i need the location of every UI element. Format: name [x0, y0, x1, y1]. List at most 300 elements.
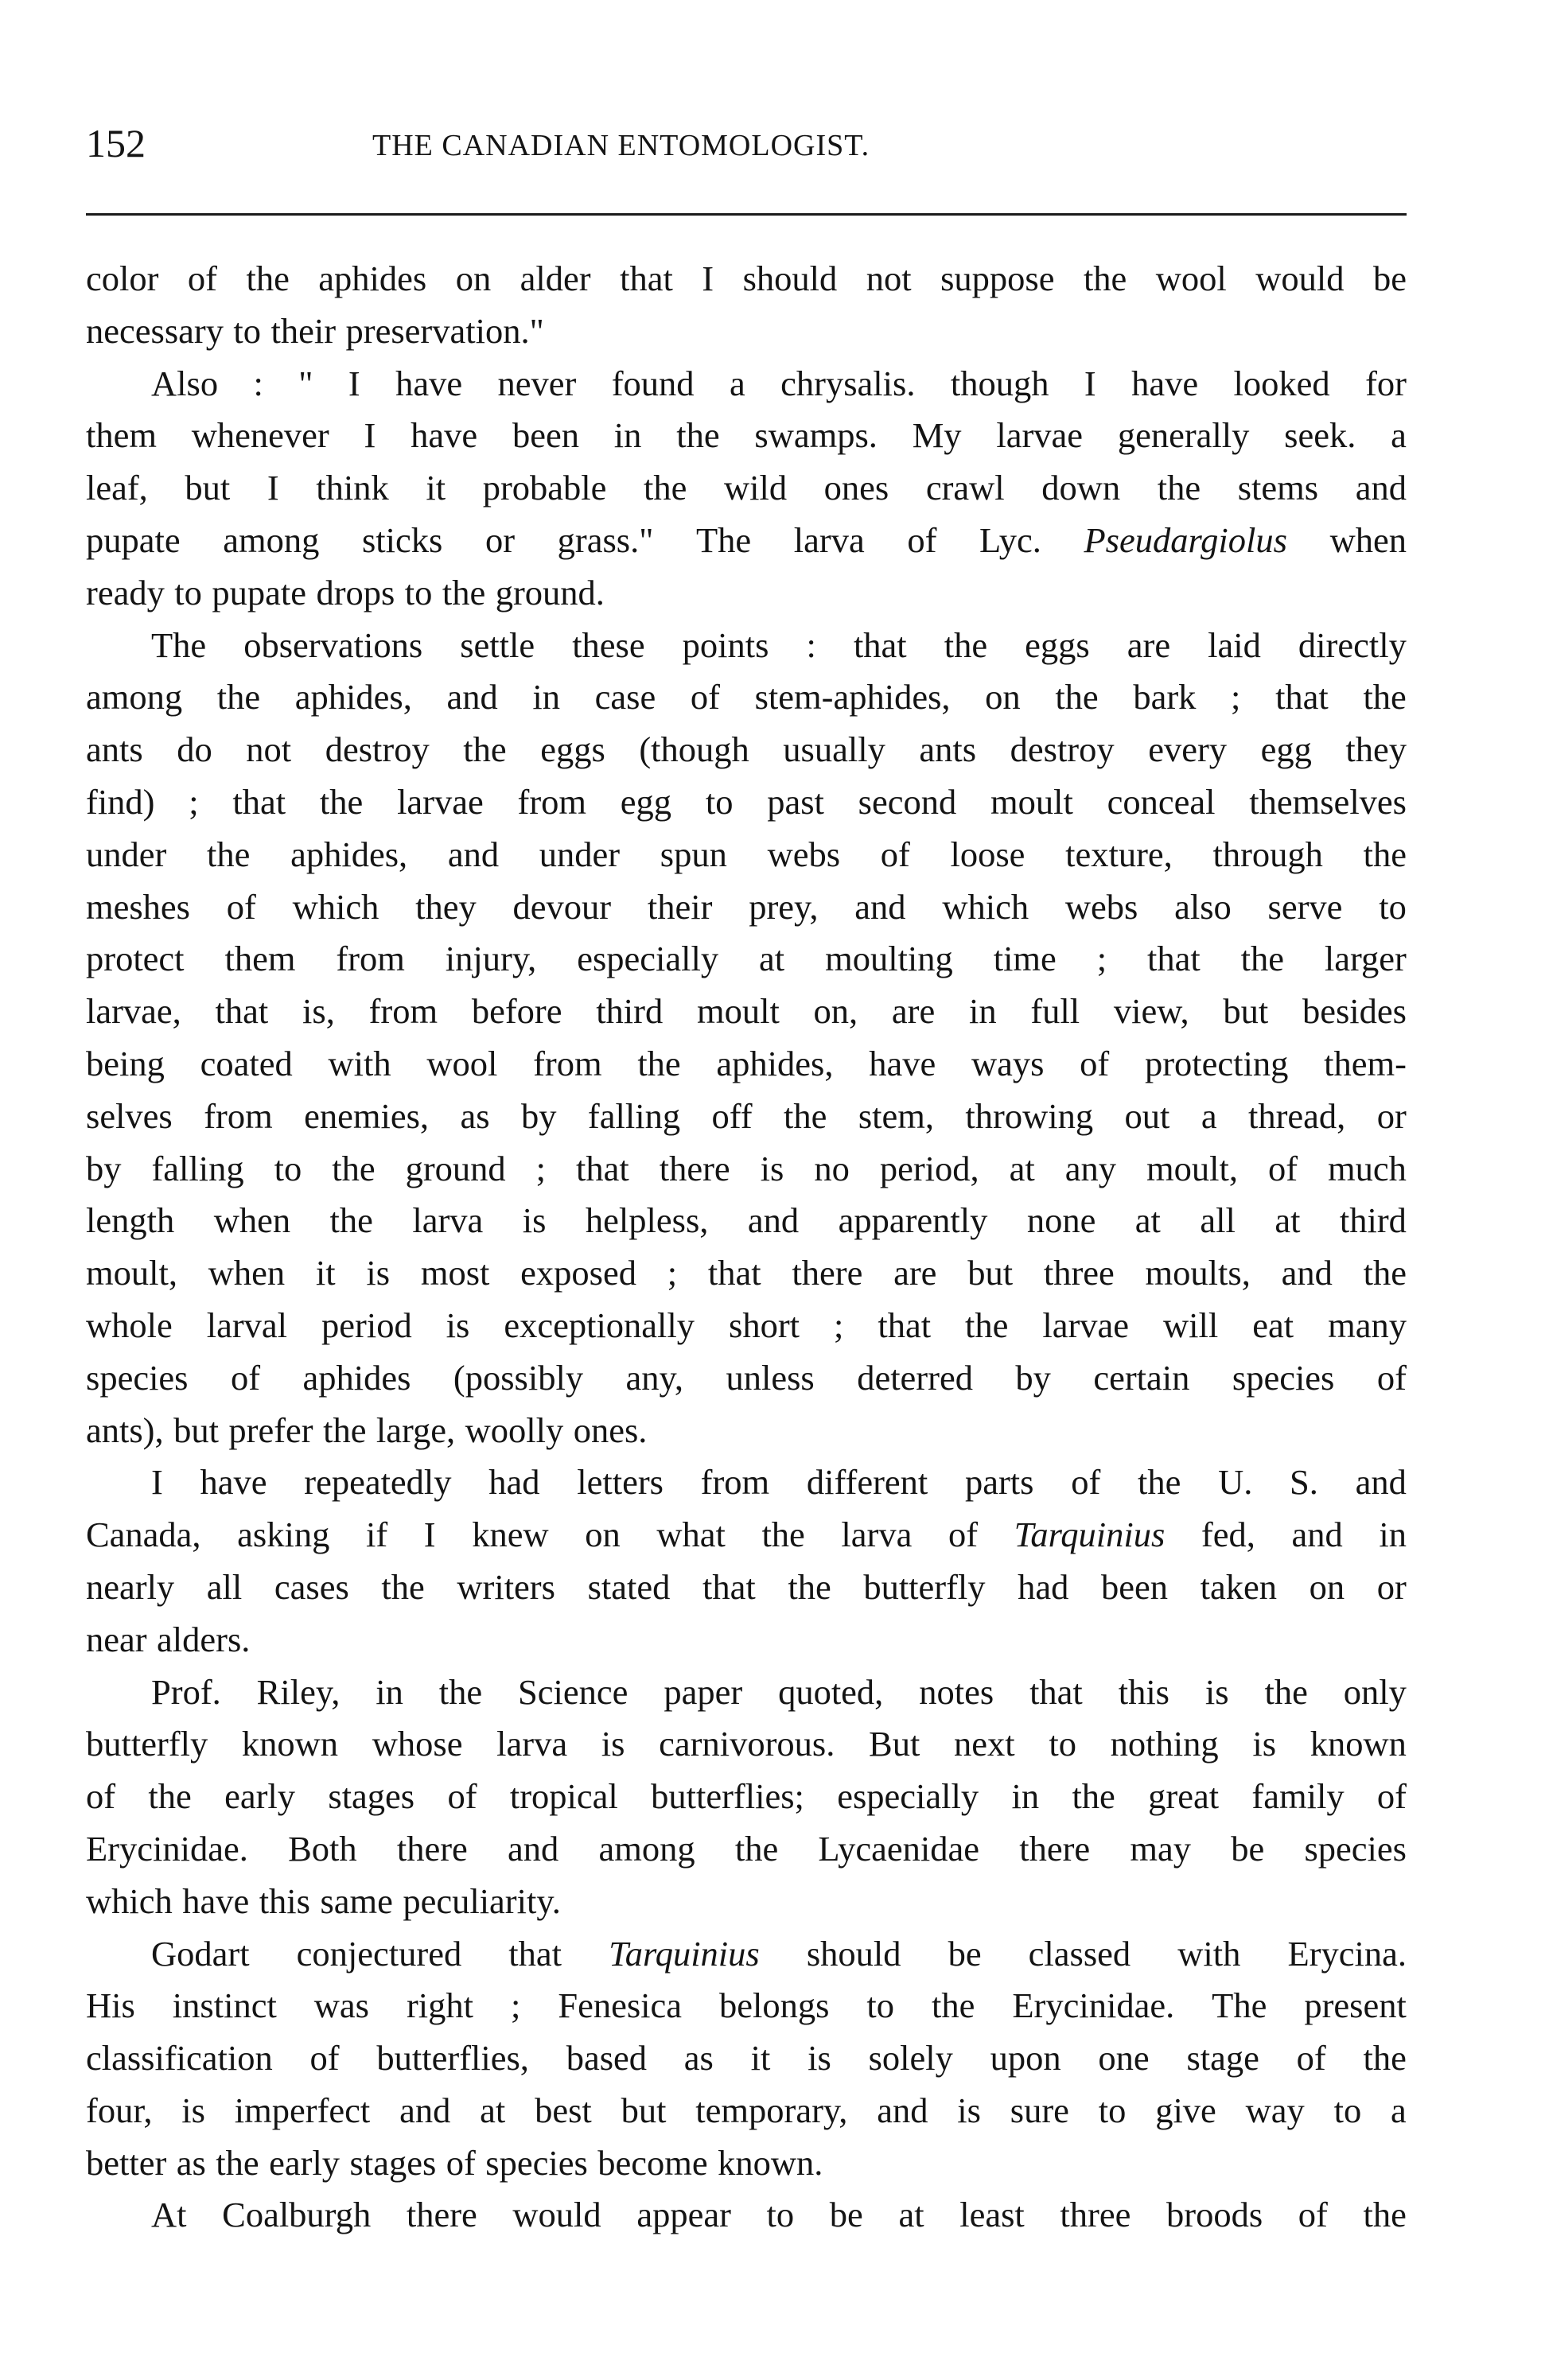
text-line — [86, 2085, 1407, 2137]
word: at — [1134, 1200, 1161, 1241]
word: early — [224, 1776, 296, 1817]
word: pupate — [212, 572, 306, 612]
word: stem-aphides, — [754, 677, 951, 718]
word: The — [1212, 1985, 1267, 2026]
word: are — [891, 991, 936, 1032]
text-line — [86, 462, 1407, 515]
word: apparently — [838, 1200, 988, 1241]
word: of — [907, 519, 937, 560]
word: among — [223, 519, 320, 560]
word: if — [365, 1515, 388, 1555]
word: to — [174, 572, 202, 612]
word: moult — [696, 991, 780, 1032]
word: at — [1009, 1148, 1035, 1188]
word: falling — [587, 1095, 681, 1136]
word: species — [1232, 1357, 1335, 1398]
word: tropical — [509, 1776, 618, 1817]
word: grass." — [557, 519, 654, 560]
word: usually — [783, 729, 885, 770]
text-line — [86, 1823, 1407, 1876]
text-line — [86, 620, 1407, 672]
word: the — [1363, 677, 1407, 718]
text-line — [86, 515, 1407, 567]
text-line — [86, 410, 1407, 462]
word: that — [215, 991, 269, 1032]
word: thread, — [1248, 1095, 1346, 1136]
word: to — [766, 2195, 795, 2235]
word: in — [532, 677, 561, 718]
word: asking — [237, 1515, 330, 1555]
word: ; — [667, 1253, 678, 1293]
word: the — [965, 1305, 1009, 1345]
word: the — [329, 1200, 373, 1241]
word: ground. — [495, 572, 605, 612]
word: the — [319, 781, 364, 822]
word: alders. — [157, 1619, 251, 1659]
word: loose — [950, 834, 1025, 874]
word: leaf, — [86, 468, 148, 508]
text-line — [86, 1091, 1407, 1143]
word: ; — [833, 1305, 844, 1345]
word: directly — [1298, 624, 1407, 665]
word: butterfly — [86, 1724, 208, 1764]
word: classification — [86, 2038, 273, 2079]
word: exposed — [520, 1253, 636, 1293]
word: chrysalis. — [780, 363, 916, 403]
word: but — [1223, 991, 1269, 1032]
word: the — [734, 1828, 779, 1869]
word: the — [1264, 1671, 1308, 1712]
text-line — [86, 2032, 1407, 2085]
word: spun — [660, 834, 727, 874]
word: time — [993, 939, 1057, 979]
word: the — [1363, 2195, 1407, 2235]
word: to — [866, 1985, 895, 2026]
word: bark — [1133, 677, 1197, 718]
word: be — [829, 2195, 863, 2235]
word: there — [396, 1828, 468, 1869]
word: be — [948, 1933, 982, 1974]
text-line — [86, 1405, 1407, 1457]
word: generally — [1117, 415, 1250, 456]
word: best — [535, 2090, 592, 2130]
word: that — [707, 1253, 761, 1293]
word: view, — [1113, 991, 1189, 1032]
word: from — [336, 939, 405, 979]
word: among — [86, 677, 183, 718]
word: when — [1329, 519, 1407, 560]
word: full — [1030, 991, 1080, 1032]
word: paper — [664, 1671, 743, 1712]
word: and — [877, 2090, 928, 2130]
word: larva — [793, 519, 865, 560]
word: I — [423, 1515, 436, 1555]
word: but — [967, 1253, 1014, 1293]
word: larvae, — [86, 991, 181, 1032]
word: past — [767, 781, 824, 822]
word: moult, — [86, 1253, 177, 1293]
word: there — [1019, 1828, 1091, 1869]
word: of — [1376, 1776, 1407, 1817]
text-line — [86, 2189, 1407, 2242]
text-line — [86, 1352, 1407, 1405]
word: the — [246, 259, 290, 298]
word: enemies, — [304, 1095, 430, 1136]
word: of — [226, 886, 256, 927]
word: would — [512, 2195, 601, 2235]
word: peculiarity. — [403, 1880, 561, 1921]
word: among — [598, 1828, 695, 1869]
word: sticks — [361, 519, 443, 560]
text-line — [86, 1143, 1407, 1196]
word: are — [893, 1253, 937, 1293]
word: the — [381, 1566, 425, 1607]
text-line — [86, 1509, 1407, 1561]
word: to — [1333, 2090, 1362, 2130]
word: stage — [1186, 2038, 1259, 2079]
word: conjectured — [296, 1933, 462, 1974]
word: the — [148, 1776, 192, 1817]
word: there — [406, 2195, 477, 2235]
word: egg — [620, 781, 672, 822]
word: moulting — [825, 939, 953, 979]
word: and — [854, 886, 906, 927]
text-line — [86, 1247, 1407, 1300]
text-line — [86, 1300, 1407, 1352]
word: texture, — [1065, 834, 1173, 874]
word: fed, — [1201, 1515, 1255, 1555]
word: do — [177, 729, 212, 770]
word: larger — [1324, 939, 1407, 979]
word: injury, — [445, 939, 537, 979]
word: and — [508, 1828, 559, 1869]
word: wild — [723, 468, 788, 508]
word: that — [1146, 939, 1201, 979]
word: and — [1281, 1253, 1333, 1293]
word: webs — [767, 834, 841, 874]
word: sure — [1010, 2090, 1069, 2130]
text-line — [86, 1771, 1407, 1823]
page-number: 152 — [86, 121, 146, 165]
word: ants — [86, 729, 143, 770]
word: that — [620, 259, 673, 298]
word: notes — [919, 1671, 994, 1712]
text-line — [86, 358, 1407, 410]
word: of — [948, 1515, 979, 1555]
word: known. — [718, 2142, 823, 2183]
word: been — [512, 415, 579, 456]
word: out — [1124, 1095, 1170, 1136]
word: aphides, — [716, 1043, 834, 1083]
word: at — [1275, 1200, 1301, 1241]
word: ; — [535, 1148, 547, 1188]
word: of — [690, 677, 720, 718]
word: this — [1118, 1671, 1169, 1712]
word: moult — [990, 781, 1073, 822]
word: most — [420, 1253, 490, 1293]
word: I — [364, 415, 376, 456]
word: at — [898, 2195, 924, 2235]
word: from — [533, 1043, 602, 1083]
word: points — [682, 624, 769, 665]
text-line — [86, 1666, 1407, 1719]
word: the — [676, 415, 720, 456]
word: large, — [376, 1410, 456, 1450]
word: four, — [86, 2090, 153, 2130]
word: : — [253, 363, 263, 403]
word: they — [415, 886, 477, 927]
word: temporary, — [695, 2090, 848, 2130]
text-line — [86, 829, 1407, 881]
word: and — [446, 677, 498, 718]
word: Canada, — [86, 1515, 201, 1555]
word: drops — [316, 572, 395, 612]
word: not — [246, 729, 292, 770]
word: prey, — [749, 886, 819, 927]
text-line — [86, 1614, 1407, 1666]
word: especially — [577, 939, 719, 979]
word: is, — [302, 991, 335, 1032]
word: protecting — [1144, 1043, 1289, 1083]
word: would — [1255, 259, 1345, 298]
word: the — [216, 2142, 259, 2183]
word: stem, — [858, 1095, 934, 1136]
word: in — [1379, 1515, 1407, 1555]
text-line — [86, 567, 1407, 620]
word: the — [1072, 1776, 1115, 1817]
word: destroy — [325, 729, 430, 770]
word: ; — [511, 1985, 521, 2026]
text-line — [86, 305, 1407, 358]
word: every — [1148, 729, 1228, 770]
word: eat — [1252, 1305, 1294, 1345]
word: of — [187, 259, 217, 298]
word: have — [182, 1880, 250, 1921]
word: at — [480, 2090, 506, 2130]
header-rule — [86, 213, 1407, 216]
word: species — [485, 2142, 588, 2183]
word: and — [1355, 468, 1407, 508]
word: wool — [1155, 259, 1227, 298]
word: period, — [879, 1148, 979, 1188]
word: seek. — [1284, 415, 1356, 456]
word: : — [806, 624, 816, 665]
word: all — [206, 1566, 243, 1607]
word: in — [968, 991, 997, 1032]
word: it — [315, 1253, 336, 1293]
word: early — [269, 2142, 341, 2183]
word: eggs — [1025, 624, 1090, 665]
word: alder — [520, 259, 591, 298]
word: U. — [1218, 1462, 1253, 1503]
word: the — [332, 1148, 376, 1188]
word: which — [942, 886, 1029, 927]
word: have — [869, 1043, 936, 1083]
word: of — [1071, 1462, 1101, 1503]
word: different — [806, 1462, 928, 1503]
word: their — [647, 886, 713, 927]
text-line — [86, 1718, 1407, 1771]
word: stems — [1237, 468, 1319, 508]
word: eggs — [540, 729, 605, 770]
word: is — [601, 1724, 625, 1764]
word: which — [86, 1880, 173, 1921]
word: butterflies, — [376, 2038, 529, 2079]
word: stages — [349, 2142, 437, 2183]
word: Lyc. — [979, 519, 1041, 560]
word: the — [1083, 259, 1127, 298]
word: the — [207, 834, 251, 874]
word: them — [224, 939, 296, 979]
word: looked — [1233, 363, 1330, 403]
word: observations — [243, 624, 423, 665]
word: on, — [813, 991, 858, 1032]
word: Riley, — [256, 1671, 341, 1712]
word: larvae — [996, 415, 1084, 456]
word: the — [463, 729, 507, 770]
word: The — [696, 519, 752, 560]
word: also — [1174, 886, 1232, 927]
word: webs — [1064, 886, 1138, 927]
word: that — [576, 1148, 629, 1188]
word: is — [760, 1148, 784, 1188]
word: ones — [823, 468, 889, 508]
word: for — [1365, 363, 1407, 403]
word: with — [328, 1043, 391, 1083]
word: knew — [472, 1515, 549, 1555]
word: much — [1328, 1148, 1407, 1188]
word: the — [643, 468, 687, 508]
word: at — [759, 939, 785, 979]
text-line — [86, 1195, 1407, 1247]
word: butterfly — [863, 1566, 986, 1607]
word: wool — [426, 1043, 498, 1083]
word: found — [611, 363, 695, 403]
word: or — [1376, 1566, 1407, 1607]
word: on — [585, 1515, 621, 1555]
word: Erycina. — [1287, 1933, 1407, 1974]
text-line — [86, 933, 1407, 986]
word: the — [788, 1566, 831, 1607]
word: them- — [1324, 1043, 1407, 1083]
word: larval — [206, 1305, 288, 1345]
word: of — [880, 834, 910, 874]
word: have — [395, 363, 463, 403]
word: that — [1275, 677, 1329, 718]
word: have — [200, 1462, 267, 1503]
word: moult, — [1146, 1148, 1238, 1188]
word: and — [1291, 1515, 1343, 1555]
word: egg — [1260, 729, 1312, 770]
word: the — [1157, 468, 1201, 508]
word: the — [1363, 834, 1407, 874]
word: there — [659, 1148, 730, 1188]
word: Erycinidae. — [86, 1828, 248, 1869]
word: near — [86, 1619, 147, 1659]
word: preservation." — [345, 310, 544, 351]
word: a — [1391, 2090, 1407, 2130]
word: to — [1379, 886, 1407, 927]
word: and — [747, 1200, 800, 1241]
word: helpless, — [585, 1200, 709, 1241]
word: selves — [86, 1095, 173, 1136]
word: from — [700, 1462, 770, 1503]
word: find) — [86, 781, 155, 822]
word: Science — [518, 1671, 629, 1712]
word: of — [230, 1357, 261, 1398]
word: better — [86, 2142, 167, 2183]
word: ; — [1096, 939, 1107, 979]
word: larvae — [1042, 1305, 1130, 1345]
word: period — [321, 1305, 412, 1345]
word: down — [1041, 468, 1121, 508]
word: is — [181, 2090, 205, 2130]
text-line — [86, 1561, 1407, 1614]
word: and — [1355, 1462, 1407, 1503]
word: way — [1245, 2090, 1305, 2130]
word: swamps. — [754, 415, 878, 456]
word: known — [1310, 1724, 1407, 1764]
word: aphides — [318, 259, 427, 298]
word: the — [442, 572, 486, 612]
word: the — [944, 624, 988, 665]
word: belongs — [719, 1985, 830, 2026]
word: upon — [990, 2038, 1061, 2079]
text-line — [86, 881, 1407, 934]
word: the — [1240, 939, 1284, 979]
word: not — [866, 259, 912, 298]
word: have — [411, 415, 478, 456]
word: of — [86, 1776, 116, 1817]
word: color — [86, 259, 159, 298]
word: that — [878, 1305, 932, 1345]
word: the — [438, 1671, 483, 1712]
word: though — [950, 363, 1049, 403]
word: unless — [726, 1357, 815, 1398]
word: crawl — [925, 468, 1005, 508]
word: stages — [328, 1776, 415, 1817]
word: Pseudargiolus — [1084, 519, 1287, 560]
word: butterflies; — [651, 1776, 804, 1817]
word: should — [806, 1933, 901, 1974]
word: been — [1101, 1566, 1169, 1607]
word: are — [1127, 624, 1171, 665]
word: was — [313, 1985, 370, 2026]
word: same — [320, 1880, 393, 1921]
word: settle — [460, 624, 535, 665]
word: the — [1055, 677, 1099, 718]
word: on — [1309, 1566, 1345, 1607]
word: parts — [964, 1462, 1034, 1503]
word: especially — [837, 1776, 979, 1817]
word: writers — [457, 1566, 555, 1607]
word: of — [1376, 1357, 1407, 1398]
word: Erycinidae. — [1012, 1985, 1175, 2026]
word: larva — [412, 1200, 484, 1241]
word: His — [86, 1985, 135, 2026]
word: destroy — [1010, 729, 1115, 770]
word: in — [613, 415, 642, 456]
word: length — [86, 1200, 175, 1241]
word: three — [1060, 2195, 1131, 2235]
word: of — [309, 2038, 340, 2079]
word: to — [705, 781, 734, 822]
word: The — [151, 624, 207, 665]
word: known — [241, 1724, 339, 1764]
word: is — [522, 1200, 547, 1241]
word: from — [368, 991, 438, 1032]
word: broods — [1166, 2195, 1263, 2235]
